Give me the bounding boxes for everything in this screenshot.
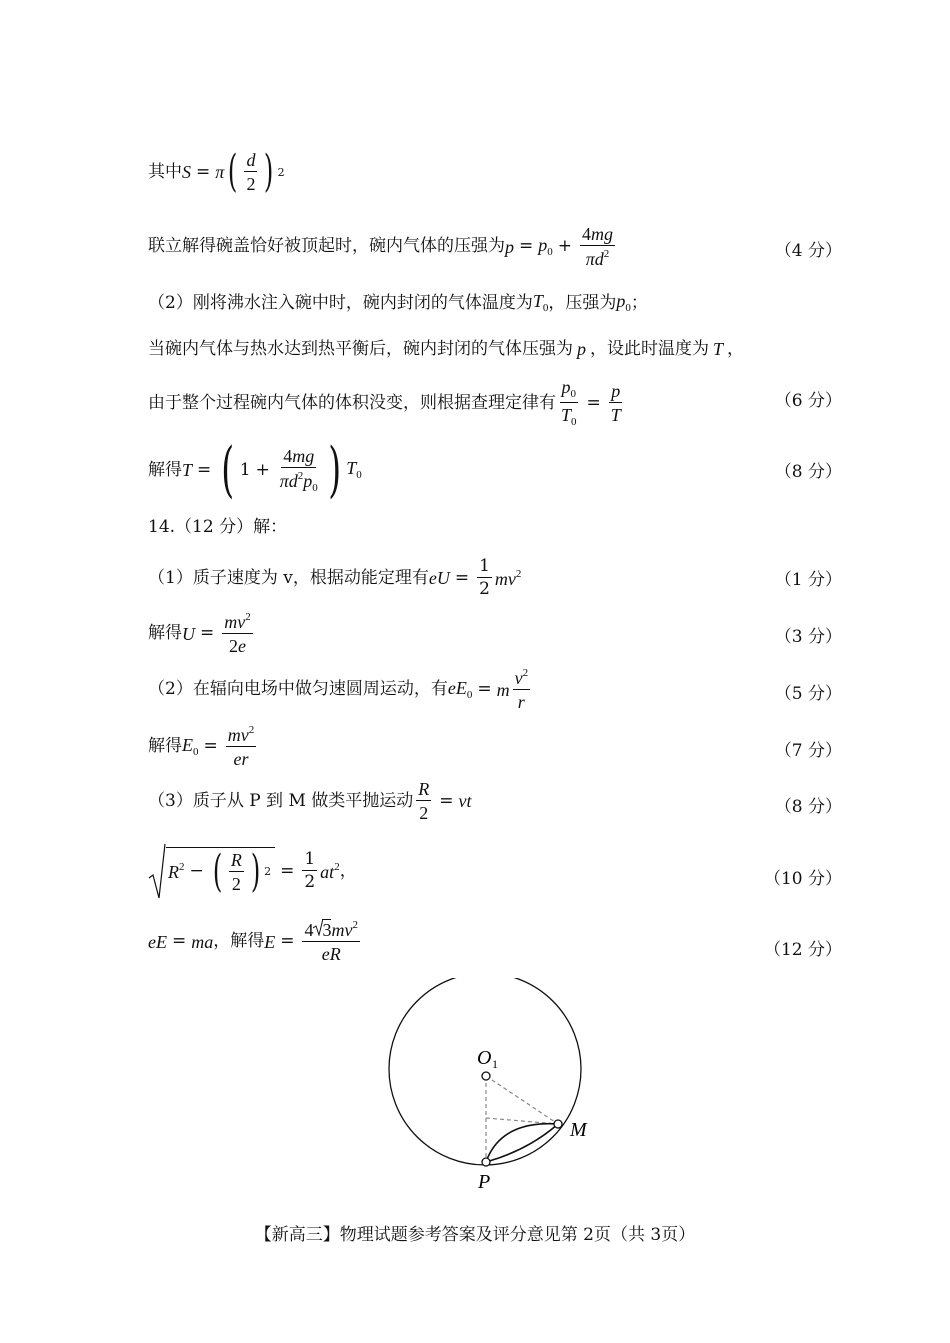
score: （3 分） xyxy=(774,627,842,647)
line-displacement-equation: $R^2$ − ( $\frac{R}{2}$ ) 2 = $\frac{1}{2}$ $at^2$ ， xyxy=(148,842,357,900)
score: （8 分） xyxy=(774,797,842,817)
fraction-half: $\frac{1}{2}$ xyxy=(304,849,316,892)
text-content: 联立解得碗盖恰好被顶起时，碗内气体的压强为 xyxy=(148,236,505,256)
text-content: （2）在辐向电场中做匀速圆周运动，有 xyxy=(148,679,448,699)
score: （6 分） xyxy=(774,391,842,411)
score: （7 分） xyxy=(774,741,842,761)
line-charles-law: 由于整个过程碗内气体的体积没变，则根据查理定律有 $\frac{p_0}{T_0}$ = $\frac{p}{T}$ xyxy=(148,377,621,428)
right-paren: ) xyxy=(264,146,274,197)
score: （4 分） xyxy=(774,241,842,261)
symbol-t: T xyxy=(713,339,724,359)
fraction-r-2: $\frac{R}{2}$ xyxy=(230,849,242,894)
line-projectile-motion: （3）质子从 P 到 M 做类平抛运动 $\frac{R}{2}$ = vt xyxy=(148,779,472,823)
score: （5 分） xyxy=(774,684,842,704)
line-initial-state xyxy=(148,292,648,314)
label-text: 其中 xyxy=(148,161,182,182)
score: （10 分） xyxy=(763,869,842,889)
symbol-p0: $p_0$ xyxy=(616,291,631,314)
fraction-v2-r: $\frac{v^2}{r}$ xyxy=(514,667,529,712)
line-area-definition: 其中 S = π ( $\frac{d}{2}$ ) 2 xyxy=(148,146,285,197)
right-paren: ) xyxy=(328,435,341,505)
text-c: ， xyxy=(727,338,745,359)
point-o1 xyxy=(482,1072,490,1080)
right-paren: ) xyxy=(250,845,261,897)
line-kinetic-energy-theorem: （1）质子速度为 v，根据动能定理有 eU = $\frac{1}{2}$ $mv^2$ xyxy=(148,556,522,599)
line-pressure-result: 联立解得碗盖恰好被顶起时，碗内气体的压强为 p = $p_0$ + $\frac{4mg}{\pi d^2}$ xyxy=(148,224,613,269)
fraction-p-t: $\frac{p}{T}$ xyxy=(610,381,621,425)
text-content: （3）质子从 P 到 M 做类平抛运动 xyxy=(148,790,414,811)
line-field-e-result: eE = ma ，解得 E = 4 $3mv^2$ eR xyxy=(148,919,358,964)
text-tail: ， xyxy=(339,860,357,881)
fraction-mv2-2e: $\frac{mv^2}{2e}$ xyxy=(224,611,251,656)
pi-symbol: π xyxy=(215,162,225,182)
fraction-half: $\frac{1}{2}$ xyxy=(479,556,490,599)
left-paren: ( xyxy=(221,435,235,505)
fraction-p0-t0: $\frac{p_0}{T_0}$ xyxy=(561,377,577,428)
left-paren: ( xyxy=(212,845,223,897)
fraction-r-2: $\frac{R}{2}$ xyxy=(418,779,430,823)
point-p xyxy=(482,1158,490,1166)
text-content: 由于整个过程碗内气体的体积没变，则根据查理定律有 xyxy=(148,392,556,413)
text-content: 解得 xyxy=(148,736,182,756)
sqrt-body: $R^2$ − ( $\frac{R}{2}$ ) 2 xyxy=(166,847,275,894)
dashed-radius-line xyxy=(486,1076,558,1124)
fraction-4mg-pid2: $\frac{4mg}{\pi d^2}$ xyxy=(582,224,613,269)
label-p: P xyxy=(478,1171,491,1193)
text-c: ； xyxy=(630,292,648,313)
text-content: 解得 xyxy=(148,623,182,643)
line-voltage-result: 解得 U = $\frac{mv^2}{2e}$ xyxy=(148,611,251,656)
label-o: O xyxy=(477,1047,492,1069)
text-a: 当碗内气体与热水达到热平衡后，碗内封闭的气体压强为 xyxy=(148,338,573,359)
left-paren: ( xyxy=(228,146,238,197)
text-content: （1）质子速度为 v，根据动能定理有 xyxy=(148,567,429,588)
label-o-sub: 1 xyxy=(492,1057,498,1071)
fraction-4sqrt3mv2-er: 4 $3mv^2$ eR xyxy=(304,919,358,964)
text-a: （2）刚将沸水注入碗中时，碗内封闭的气体温度为 xyxy=(148,292,533,313)
circle-trajectory-figure xyxy=(380,978,600,1198)
problem-14-header: 14.（12 分）解： xyxy=(148,517,288,537)
label-m: M xyxy=(570,1119,587,1141)
formula-pressure: p xyxy=(505,236,514,257)
symbol-p: p xyxy=(577,339,586,359)
text-mid: ，解得 xyxy=(213,931,265,951)
page-footer: 【新高三】物理试题参考答案及评分意见第 2页（共 3页） xyxy=(254,1225,696,1245)
symbol-t0: $T_0$ xyxy=(532,291,549,314)
score: （8 分） xyxy=(774,462,842,482)
text-content: 解得 xyxy=(148,459,182,480)
text-b: ，设此时温度为 xyxy=(590,338,709,359)
line-equilibrium-state xyxy=(148,340,744,358)
score: （1 分） xyxy=(774,570,842,590)
fraction-4mg-pid2p0: $\frac{4mg}{\pi d^2p_0}$ xyxy=(279,445,318,494)
text-b: ，压强为 xyxy=(548,292,617,313)
score: （12 分） xyxy=(763,940,842,960)
sqrt-symbol xyxy=(148,842,166,900)
point-m xyxy=(554,1120,562,1128)
fraction-d-over-2: $\frac{d}{2}$ xyxy=(246,150,256,194)
fraction-mv2-er: $\frac{mv^2}{er}$ xyxy=(227,724,255,769)
formula-s: S xyxy=(182,162,191,182)
line-field-e0-result: 解得 $E_0$ = $\frac{mv^2}{er}$ xyxy=(148,724,255,769)
line-temperature-result: 解得 T = ( 1 + $\frac{4mg}{\pi d^2p_0}$ ) $T_0$ xyxy=(148,435,362,505)
line-circular-motion: （2）在辐向电场中做匀速圆周运动，有 $eE_0$ = m $\frac{v^2}{r}$ xyxy=(148,667,529,712)
